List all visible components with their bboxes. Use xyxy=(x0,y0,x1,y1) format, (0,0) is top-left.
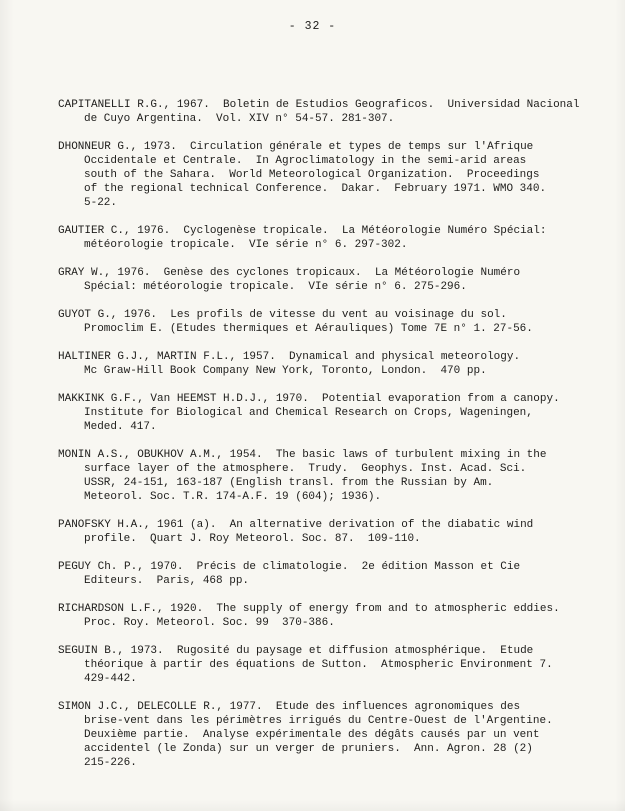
reference-continuation-line: Occidentale et Centrale. In Agroclimatology in the semi-arid areas xyxy=(84,155,527,167)
reference-entry xyxy=(58,266,601,294)
reference-continuation-line: south of the Sahara. World Meteorological Organization. Proceedings xyxy=(84,169,540,181)
reference-entry xyxy=(58,602,601,630)
reference-first-line: DHONNEUR G., 1973. Circulation générale et types de temps sur l'Afrique xyxy=(58,141,534,153)
reference-first-line: MAKKINK G.F., Van HEEMST H.D.J., 1970. Potential evaporation from a canopy. xyxy=(58,393,560,405)
reference-entry xyxy=(58,140,601,210)
reference-entry xyxy=(58,518,601,546)
reference-continuation-line: 429-442. xyxy=(84,673,137,685)
reference-continuation-line: Proc. Roy. Meteorol. Soc. 99 370-386. xyxy=(84,617,335,629)
reference-first-line: GAUTIER C., 1976. Cyclogenèse tropicale. La Météorologie Numéro Spécial: xyxy=(58,225,547,237)
reference-continuation-line: surface layer of the atmosphere. Trudy. Geophys. Inst. Acad. Sci. xyxy=(84,463,527,475)
reference-continuation-line: Promoclim E. (Etudes thermiques et Aérauliques) Tome 7E n° 1. 27-56. xyxy=(84,323,533,335)
reference-first-line: GUYOT G., 1976. Les profils de vitesse du vent au voisinage du sol. xyxy=(58,309,507,321)
reference-entry xyxy=(58,644,601,686)
reference-entry xyxy=(58,392,601,434)
reference-entry xyxy=(58,700,601,770)
reference-entry xyxy=(58,560,601,588)
reference-continuation-line: accidentel (le Zonda) sur un verger de pruniers. Ann. Agron. 28 (2) xyxy=(84,743,533,755)
reference-first-line: GRAY W., 1976. Genèse des cyclones tropicaux. La Météorologie Numéro xyxy=(58,267,521,279)
reference-continuation-line: 215-226. xyxy=(84,757,137,769)
reference-first-line: RICHARDSON L.F., 1920. The supply of energy from and to atmospheric eddies. xyxy=(58,603,560,615)
reference-continuation-line: Institute for Biological and Chemical Research on Crops, Wageningen, xyxy=(84,407,533,419)
reference-continuation-line: Editeurs. Paris, 468 pp. xyxy=(84,575,250,587)
reference-entry xyxy=(58,308,601,336)
reference-first-line: SEGUIN B., 1973. Rugosité du paysage et diffusion atmosphérique. Etude xyxy=(58,645,534,657)
reference-continuation-line: Meteorol. Soc. T.R. 174-A.F. 19 (604); 1936). xyxy=(84,491,382,503)
reference-first-line: SIMON J.C., DELECOLLE R., 1977. Etude des influences agronomiques des xyxy=(58,701,521,713)
reference-entry xyxy=(58,448,601,504)
reference-entry xyxy=(58,350,601,378)
reference-continuation-line: Meded. 417. xyxy=(84,421,157,433)
reference-continuation-line: brise-vent dans les périmètres irrigués du Centre-Ouest de l'Argentine. xyxy=(84,715,553,727)
reference-continuation-line: profile. Quart J. Roy Meteorol. Soc. 87. 109-110. xyxy=(84,533,421,545)
reference-continuation-line: théorique à partir des équations de Sutton. Atmospheric Environment 7. xyxy=(84,659,553,671)
reference-continuation-line: 5-22. xyxy=(84,197,118,209)
reference-first-line: MONIN A.S., OBUKHOV A.M., 1954. The basic laws of turbulent mixing in the xyxy=(58,449,547,461)
reference-continuation-line: of the regional technical Conference. Dakar. February 1971. WMO 340. xyxy=(84,183,547,195)
reference-list xyxy=(0,98,625,770)
reference-continuation-line: Spécial: météorologie tropicale. VIe série n° 6. 275-296. xyxy=(84,281,467,293)
reference-entry xyxy=(58,224,601,252)
reference-continuation-line: USSR, 24-151, 163-187 (English transl. from the Russian by Am. xyxy=(84,477,494,489)
reference-continuation-line: météorologie tropicale. VIe série n° 6. 297-302. xyxy=(84,239,408,251)
reference-first-line: PEGUY Ch. P., 1970. Précis de climatologie. 2e édition Masson et Cie xyxy=(58,561,521,573)
reference-first-line: PANOFSKY H.A., 1961 (a). An alternative derivation of the diabatic wind xyxy=(58,519,534,531)
reference-first-line: CAPITANELLI R.G., 1967. Boletin de Estudios Geograficos. Universidad Nacional xyxy=(58,99,580,111)
reference-continuation-line: Mc Graw-Hill Book Company New York, Toronto, London. 470 pp. xyxy=(84,365,487,377)
reference-continuation-line: de Cuyo Argentina. Vol. XIV n° 54-57. 281-307. xyxy=(84,113,395,125)
reference-entry xyxy=(58,98,601,126)
reference-first-line: HALTINER G.J., MARTIN F.L., 1957. Dynamical and physical meteorology. xyxy=(58,351,521,363)
page-number: - 32 - xyxy=(288,20,337,33)
reference-continuation-line: Deuxième partie. Analyse expérimentale des dégâts causés par un vent xyxy=(84,729,540,741)
